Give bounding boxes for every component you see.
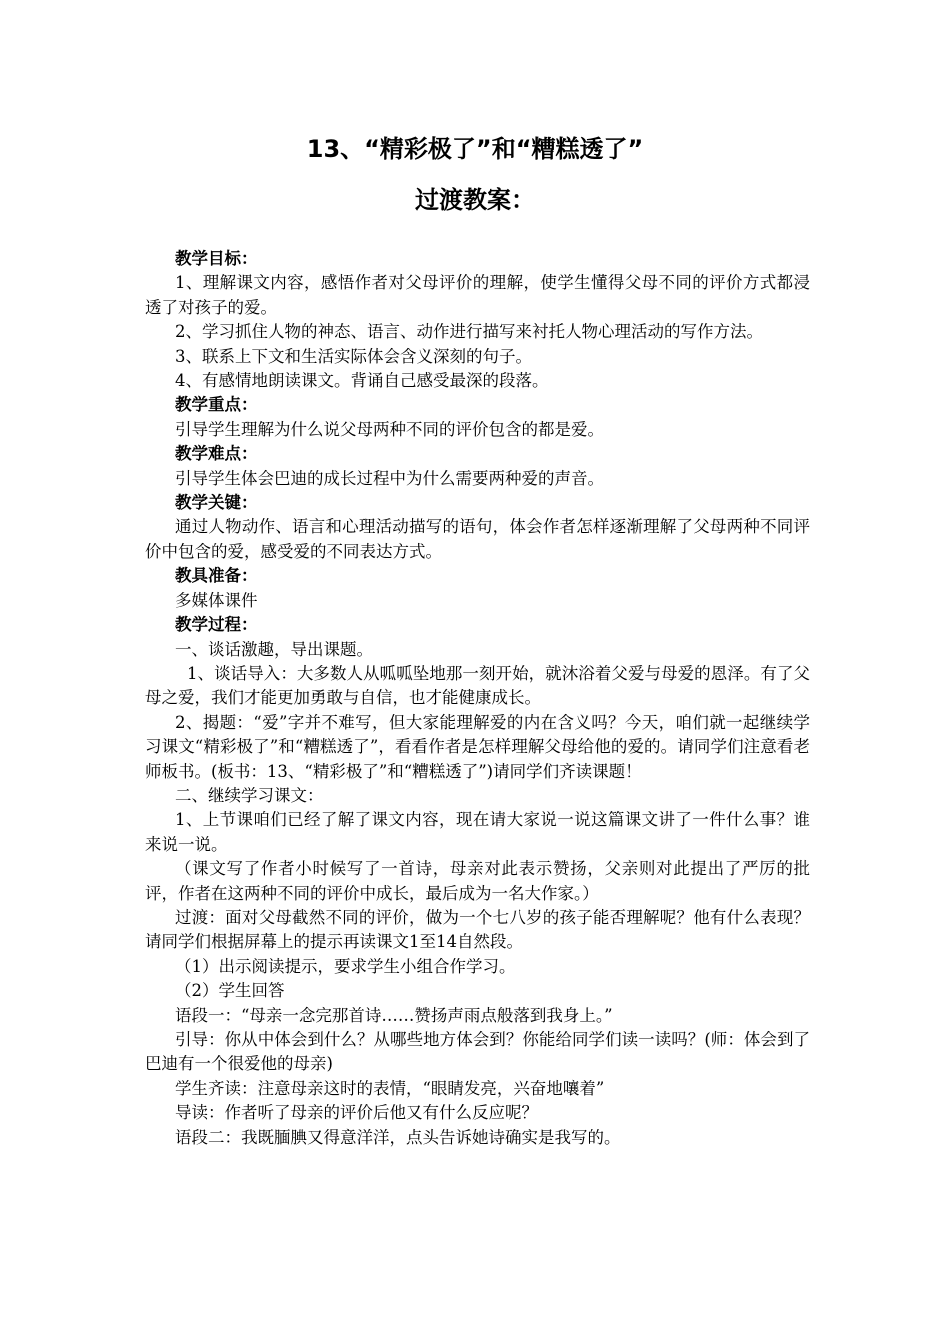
process-step: （2）学生回答 <box>175 981 285 1001</box>
process-step: 1、谈话导入：大多数人从呱呱坠地那一刻开始，就沐浴着父爱与母爱的恩泽。有了父母之爱，我们才能更加勇敢与自信，也才能健康成长。 <box>145 663 810 708</box>
document-title: 13、“精彩极了”和“糟糕透了” <box>306 135 644 163</box>
process-step: 一、谈话激趣，导出课题。 <box>175 639 373 659</box>
tools-heading: 教具准备： <box>175 566 258 586</box>
process-step: 引导：你从中体会到什么？从哪些地方体会到？你能给同学们读一读吗？(师：体会到了巴迪有一个很爱他的母亲) <box>145 1030 810 1074</box>
process-step: 导读：作者听了母亲的评价后他又有什么反应呢？ <box>175 1103 538 1123</box>
document-body <box>145 247 810 1150</box>
process-step: 语段一：“母亲一念完那首诗……赞扬声雨点般落到我身上。” <box>175 1005 613 1025</box>
crux-text: 通过人物动作、语言和心理活动描写的语句，体会作者怎样逐渐理解了父母两种不同评价中包含的爱，感受爱的不同表达方式。 <box>145 517 810 561</box>
goal-item: 2、学习抓住人物的神态、语言、动作进行描写来衬托人物心理活动的写作方法。 <box>175 322 763 342</box>
difficulty-text: 引导学生体会巴迪的成长过程中为什么需要两种爱的声音。 <box>175 468 604 488</box>
process-step: 2、揭题：“爱”字并不难写，但大家能理解爱的内在含义吗？今天，咱们就一起继续学习课文“精彩极了”和“糟糕透了”，看看作者是怎样理解父母给他的爱的。请同学们注意看老师板书。(板书：13、“精彩极了”和“糟糕透了”)请同学们齐读课题！ <box>145 712 810 781</box>
goal-item: 4、有感情地朗读课文。背诵自己感受最深的段落。 <box>175 371 549 391</box>
process-step: （课文写了作者小时候写了一首诗，母亲对此表示赞扬，父亲则对此提出了严厉的批评，作者在这两种不同的评价中成长，最后成为一名大作家。） <box>145 859 810 903</box>
document-subtitle: 过渡教案： <box>415 186 535 214</box>
process-heading: 教学过程： <box>175 615 258 635</box>
process-step: 学生齐读：注意母亲这时的表情，“眼睛发亮，兴奋地嚷着” <box>175 1078 605 1098</box>
key-heading: 教学重点： <box>175 395 258 415</box>
difficulty-heading: 教学难点： <box>175 444 258 464</box>
process-step: 二、继续学习课文： <box>175 785 324 805</box>
key-text: 引导学生理解为什么说父母两种不同的评价包含的都是爱。 <box>175 419 604 439</box>
process-step: 语段二：我既腼腆又得意洋洋，点头告诉她诗确实是我写的。 <box>175 1127 621 1147</box>
goals-heading: 教学目标： <box>175 249 258 268</box>
tools-text: 多媒体课件 <box>175 590 258 610</box>
process-step: 1、上节课咱们已经了解了课文内容，现在请大家说一说这篇课文讲了一件什么事？谁来说一说。 <box>145 810 810 854</box>
process-step: 过渡：面对父母截然不同的评价，做为一个七八岁的孩子能否理解呢？他有什么表现？请同学们根据屏幕上的提示再读课文1至14自然段。 <box>145 907 810 952</box>
process-step: （1）出示阅读提示，要求学生小组合作学习。 <box>175 956 516 976</box>
goal-item: 1、理解课文内容，感悟作者对父母评价的理解，使学生懂得父母不同的评价方式都浸透了对孩子的爱。 <box>145 273 810 317</box>
crux-heading: 教学关键： <box>175 493 258 513</box>
goal-item: 3、联系上下文和生活实际体会含义深刻的句子。 <box>175 346 532 366</box>
